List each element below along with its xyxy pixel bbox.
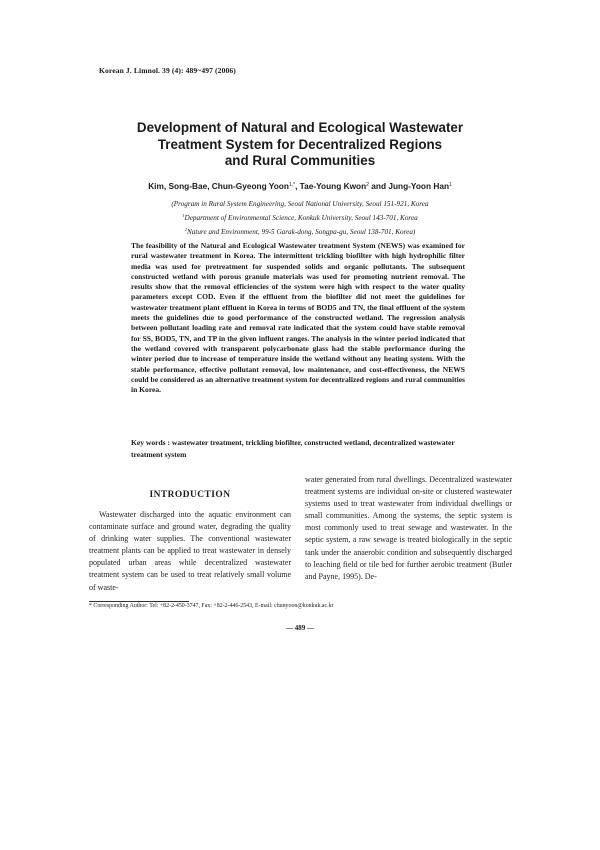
author-superscript-2: 2 [366,182,369,188]
keywords [131,437,465,461]
footnote-divider [89,601,189,602]
title-line-1: Development of Natural and Ecological Wastewater [136,120,464,135]
affiliation-2-text: Nature and Environment, 99-5 Garak-dong, Songpa-gu, Seoul 138-701, Korea) [186,228,416,237]
author-list [100,181,500,191]
corresponding-author-footnote: * Corresponding Author: Tel: +82-2-450-3747, Fax: +82-2-446-2543, E-mail: chunyoon@konkuk.ac.kr [89,603,334,609]
author-superscript-3: 1 [449,182,452,188]
affiliation-0: (Program in Rural System Engineering, Seoul National University, Seoul 151-921, Korea [171,200,429,208]
affiliation-2 [100,224,500,238]
journal-reference: Korean J. Limnol. 39 (4): 489~497 (2006) [99,66,236,75]
author-superscript-1: 1,* [288,182,296,188]
section-heading-introduction: INTRODUCTION [149,490,231,500]
intro-paragraph-right: water generated from rural dwellings. Decentralized wastewater treatment systems are individual on-site or clustered wastewater systems used to treat wastewater from individual dwellings or small communities. Among the systems, the septic system is most commonly used to treat sewage and wastewater. In the septic system, a raw sewage is treated biologically in the septic tank under the anaerobic condition and subsequently discharged to leaching field or tile bed for further aerobic treatment (Butler and Payne, 1995). De- [305,475,512,581]
keywords-label: Key words : [131,438,170,447]
affiliation-2-marker: 2 [184,227,187,233]
affiliations [100,199,500,239]
author-names-1: Kim, Song-Bae, Chun-Gyeong Yoon [148,181,289,191]
intro-paragraph-left: Wastewater discharged into the aquatic environment can contaminate surface and ground water, degrading the quality of drinking water supplies. The conventional wastewater treatment plants can be applied to treat wastewater in densely populated urban areas while decentralized wastewater treatment system can be used to treat relatively small volume of waste- [89,510,291,592]
affiliation-1-text: Department of Environmental Science, Konkuk University, Seoul 143-701, Korea [184,214,418,223]
affiliation-1 [100,210,500,224]
title-line-2: Treatment System for Decentralized Regions [157,136,443,152]
paper-title [110,120,490,170]
abstract: The feasibility of the Natural and Ecological Wastewater treatment System (NEWS) was examined for rural wastewater treatment in Korea. The intermittent trickling biofilter with high hydrophilic filter media was used for pretreatment for suspended solids and organic pollutants. The subsequent constructed wetland with porous granule materials was used for promoting nutrient removal. The results show that the removal efficiencies of the system were high with respect to the water quality parameters except COD. Even if the effluent from the biofilter did not meet the guidelines for wastewater treatment plant effluent in Korea in terms of BOD5 and TN, the final effluent of the system meets the guidelines due to good performance of the constructed wetland. The regression analysis between pollutant loading rate and removal rate indicated that the system could have stable removal for SS, BOD5, TN, and TP in the given influent ranges. The analysis in the winter period indicated that the wetland covered with transparent polycarbonate glass had the stable performance during the winter period due to increase of temperature inside the wetland without any heating system. With the stable performance, effective pollutant removal, low maintenance, and cost-effectiveness, the NEWS could be considered as an alternative treatment system for decentralized regions and rural communities in Korea. [131,241,465,395]
author-names-2: , Tae-Young Kwon [295,181,367,191]
left-column [89,474,291,594]
author-names-3: and Jung-Yoon Han [368,181,450,191]
keywords-text: wastewater treatment, trickling biofilter, constructed wetland, decentralized wastewater treatment system [131,438,455,459]
page-number: — 489 — [286,624,314,632]
title-line-3: and Rural Communities [224,153,376,169]
affiliation-1-marker: 1 [182,213,185,219]
right-column [305,474,512,583]
